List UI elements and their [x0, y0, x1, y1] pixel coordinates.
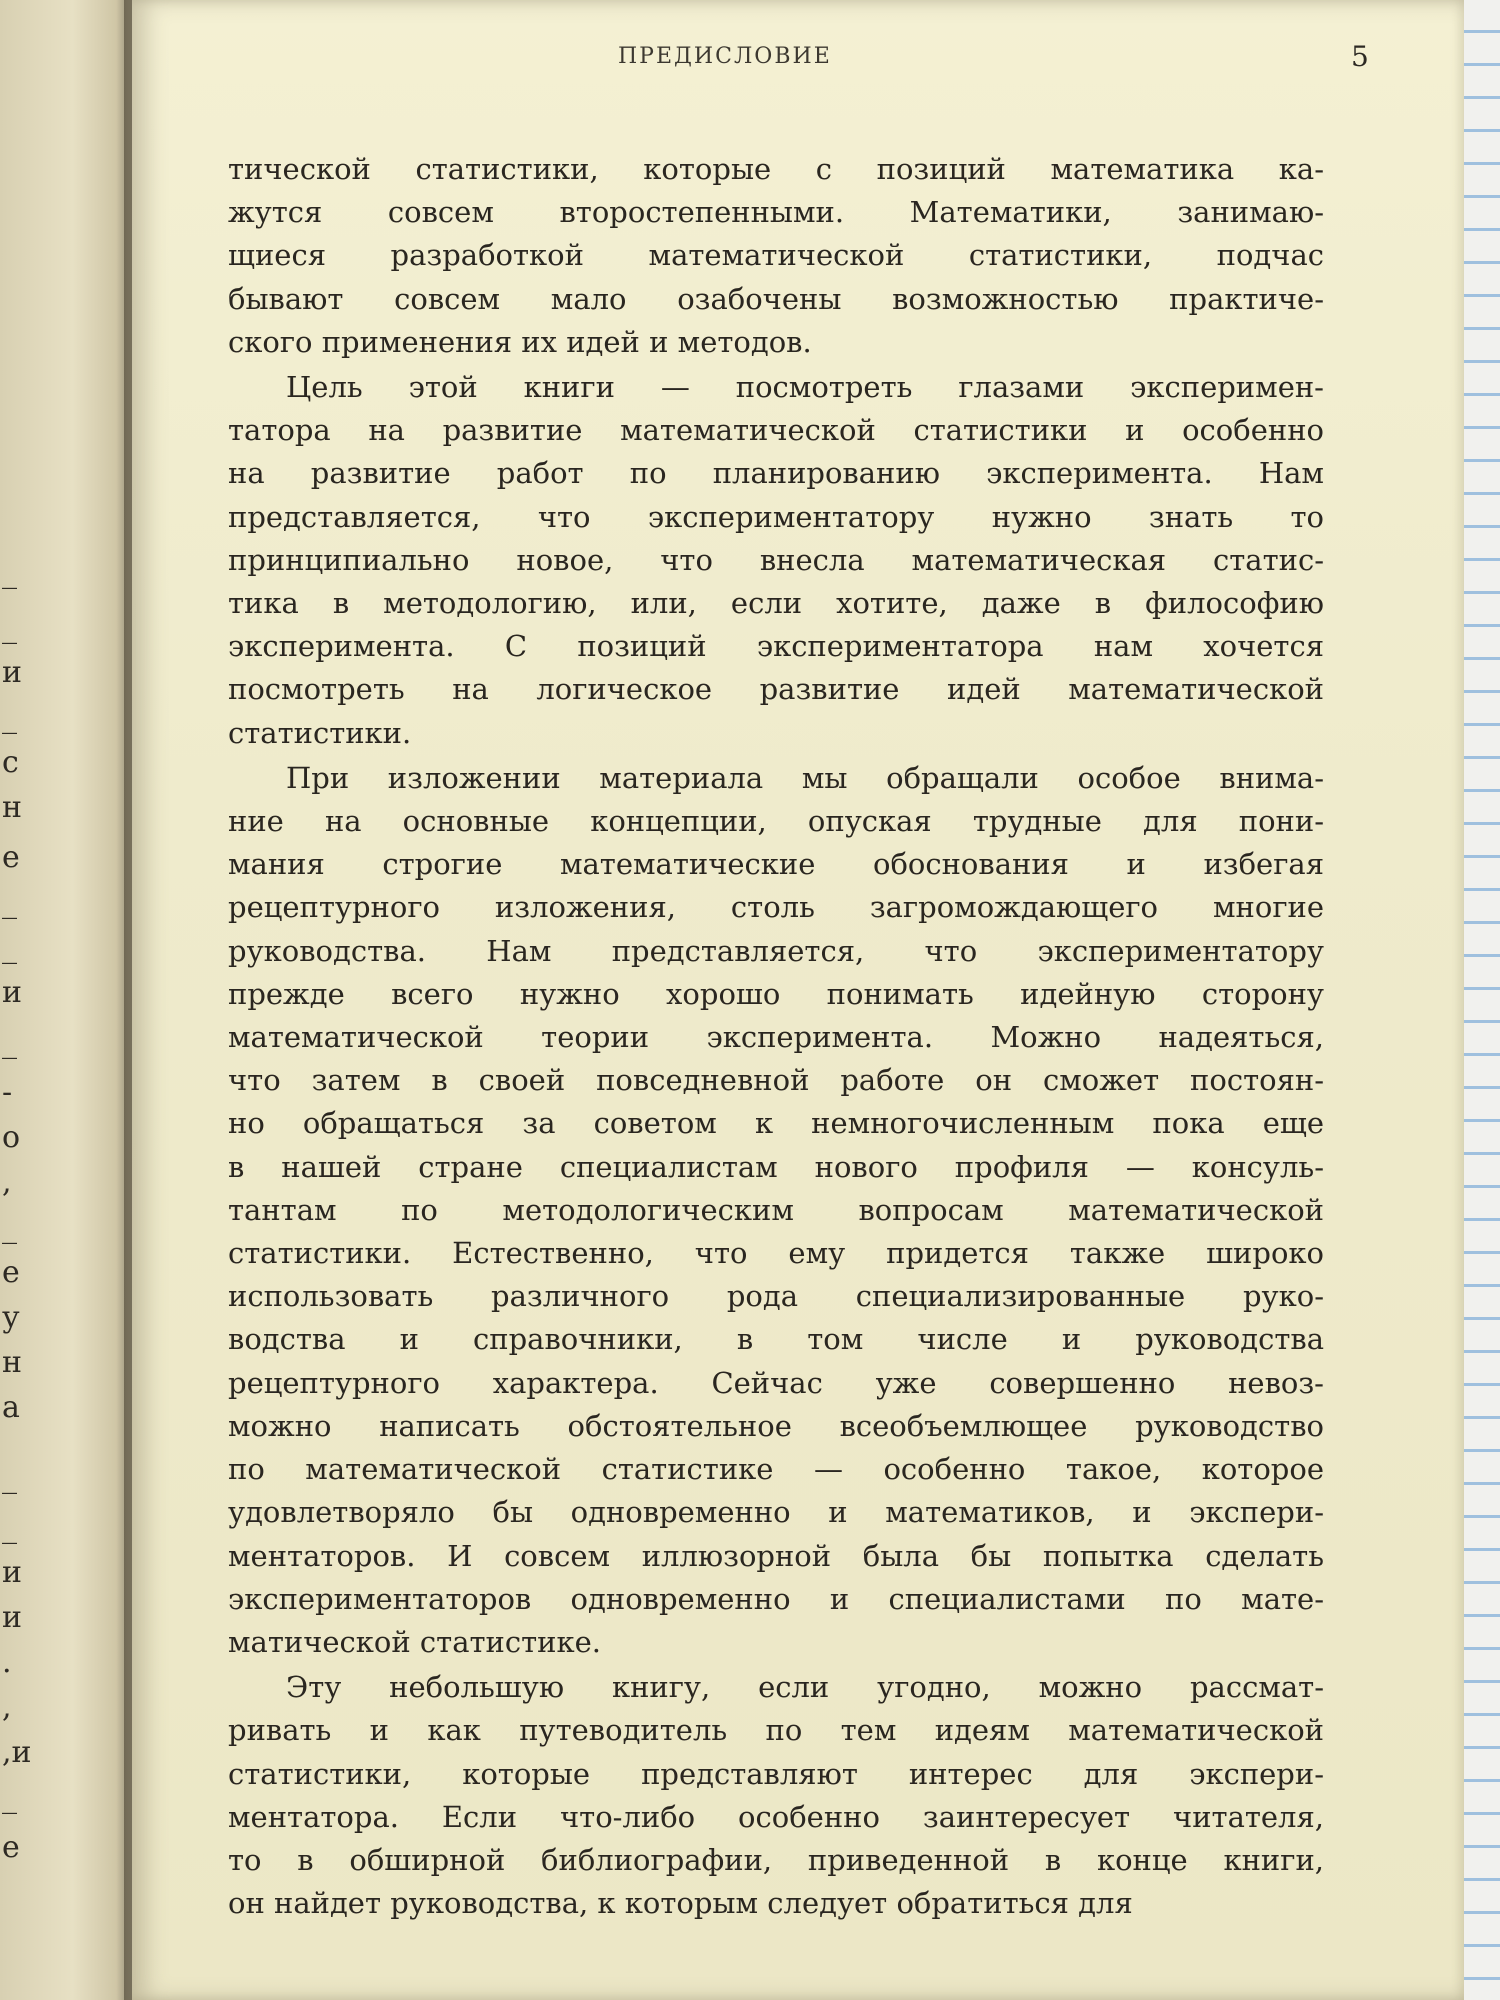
margin-fragment: н	[2, 790, 22, 825]
text-line: принципиально новое, что внесла математическая статис-	[228, 542, 1324, 577]
margin-fragment: _	[2, 555, 17, 590]
text-line: водства и справочники, в том числе и руководства	[228, 1322, 1324, 1357]
body-text	[228, 148, 1324, 1927]
paragraph	[228, 366, 1324, 755]
text-line: он найдет руководства, к которым следует обратиться для	[228, 1886, 1133, 1921]
margin-fragment: ,	[2, 1690, 12, 1725]
margin-fragment: _	[2, 610, 17, 645]
text-line: жутся совсем второстепенными. Математики, занимаю-	[228, 195, 1324, 230]
margin-fragment: -	[2, 1075, 13, 1110]
text-line: использовать различного рода специализированные руко-	[228, 1279, 1324, 1314]
text-line: При изложении материала мы обращали особое внима-	[286, 760, 1324, 795]
margin-fragment: и	[2, 655, 22, 690]
text-line: ривать и как путеводитель по тем идеям математической	[228, 1713, 1324, 1748]
text-line: удовлетворяло бы одновременно и математиков, и экспери-	[228, 1495, 1324, 1530]
margin-fragment: с	[2, 745, 19, 780]
margin-fragment: _	[2, 1460, 17, 1495]
page-number: 5	[1351, 40, 1369, 73]
text-line: экспериментаторов одновременно и специалистами по мате-	[228, 1581, 1324, 1616]
text-line: тантам по методологическим вопросам математической	[228, 1192, 1324, 1227]
margin-fragment: е	[2, 1830, 20, 1865]
margin-fragment: ,	[2, 1165, 12, 1200]
margin-fragment: _	[2, 1210, 17, 1245]
margin-fragment: е	[2, 1255, 20, 1290]
left-page-margin-text	[0, 0, 40, 2000]
running-head: ПРЕДИСЛОВИЕ	[618, 44, 832, 69]
text-line: ние на основные концепции, опуская трудные для пони-	[228, 804, 1324, 839]
text-line: щиеся разработкой математической статистики, подчас	[228, 238, 1324, 273]
text-line: татора на развитие математической статистики и особенно	[228, 413, 1324, 448]
text-line: тика в методологию, или, если хотите, даже в философию	[228, 586, 1324, 621]
text-line: статистики, которые представляют интерес для экспери-	[228, 1756, 1324, 1791]
book-page	[132, 0, 1464, 2000]
text-line: ского применения их идей и методов.	[228, 324, 812, 359]
margin-fragment: о	[2, 1120, 21, 1155]
margin-fragment: _	[2, 1025, 17, 1060]
margin-fragment: ,и	[2, 1735, 32, 1770]
text-line: мания строгие математические обоснования и избегая	[228, 847, 1324, 882]
text-line: Цель этой книги — посмотреть глазами эксперимен-	[286, 370, 1324, 405]
text-line: бывают совсем мало озабочены возможностью практиче-	[228, 281, 1324, 316]
text-line: рецептурного характера. Сейчас уже совершенно невоз-	[228, 1365, 1324, 1400]
text-line: ментатора. Если что-либо особенно заинтересует читателя,	[228, 1799, 1324, 1834]
text-line: то в обширной библиографии, приведенной в конце книги,	[228, 1842, 1324, 1877]
text-line: прежде всего нужно хорошо понимать идейную сторону	[228, 976, 1324, 1011]
paragraph	[228, 1666, 1324, 1925]
text-line: математической теории эксперимента. Можно надеяться,	[228, 1020, 1324, 1055]
margin-fragment: и	[2, 975, 22, 1010]
margin-fragment: _	[2, 1510, 17, 1545]
text-line: по математической статистике — особенно такое, которое	[228, 1452, 1324, 1487]
margin-fragment: н	[2, 1345, 22, 1380]
margin-fragment: у	[2, 1300, 20, 1335]
paragraph	[228, 757, 1324, 1664]
text-line: тической статистики, которые с позиций математика ка-	[228, 152, 1324, 186]
text-line: на развитие работ по планированию эксперимента. Нам	[228, 456, 1324, 491]
text-line: ментаторов. И совсем иллюзорной была бы попытка сделать	[228, 1538, 1324, 1573]
left-page-edge	[0, 0, 132, 2000]
margin-fragment: и	[2, 1600, 22, 1635]
text-line: матической статистике.	[228, 1624, 601, 1659]
margin-fragment: _	[2, 1780, 17, 1815]
margin-fragment: .	[2, 1645, 12, 1680]
margin-fragment: а	[2, 1390, 20, 1425]
text-line: но обращаться за советом к немногочисленным пока еще	[228, 1106, 1324, 1141]
text-line: представляется, что экспериментатору нужно знать то	[228, 499, 1324, 534]
margin-fragment: _	[2, 700, 17, 735]
text-line: Эту небольшую книгу, если угодно, можно рассмат-	[286, 1670, 1324, 1705]
text-line: в нашей стране специалистам нового профиля — консуль-	[228, 1149, 1324, 1184]
text-line: можно написать обстоятельное всеобъемлющее руководство	[228, 1408, 1324, 1443]
text-line: статистики. Естественно, что ему придется также широко	[228, 1236, 1324, 1271]
margin-fragment: _	[2, 930, 17, 965]
text-line: посмотреть на логическое развитие идей математической	[228, 672, 1324, 707]
margin-fragment: _	[2, 885, 17, 920]
text-line: эксперимента. С позиций экспериментатора нам хочется	[228, 629, 1324, 664]
margin-fragment: и	[2, 1555, 22, 1590]
margin-fragment: е	[2, 840, 20, 875]
text-line: рецептурного изложения, столь загромождающего многие	[228, 890, 1324, 925]
text-line: руководства. Нам представляется, что экспериментатору	[228, 933, 1324, 968]
text-line: что затем в своей повседневной работе он сможет постоян-	[228, 1063, 1324, 1098]
paragraph	[228, 148, 1324, 364]
text-line: статистики.	[228, 715, 412, 750]
